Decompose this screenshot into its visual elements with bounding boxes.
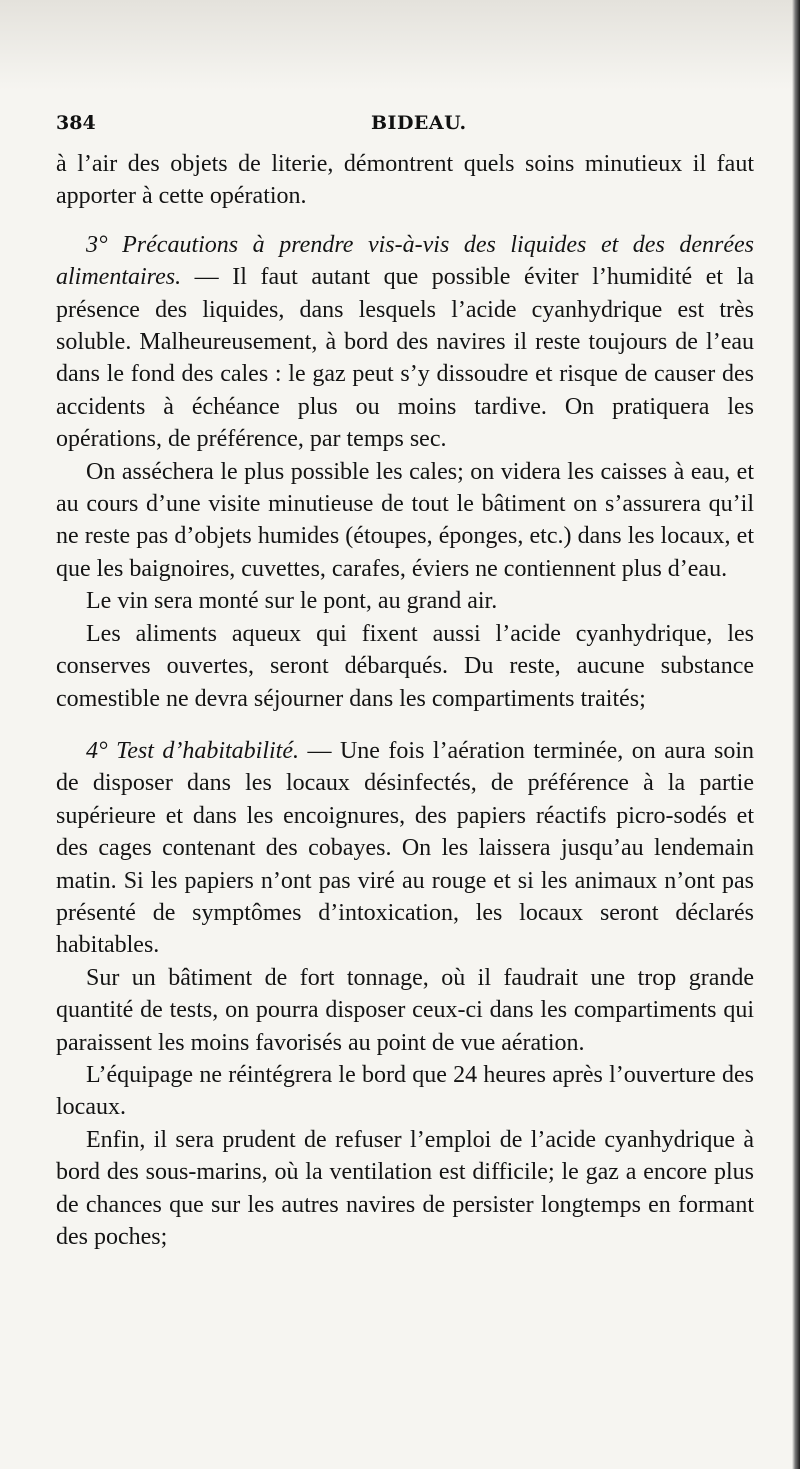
paragraph-submarines: Enfin, il sera prudent de refuser l’emploi de l’acide cyanhydrique à bord des sous-marins, où la ventilation est difficile; le gaz a encore plus de chances que sur les autres navires de persister longtemps en formant des poches; xyxy=(56,1126,754,1250)
page-top-shading xyxy=(0,0,800,90)
section-4-heading: 4° Test d’habitabilité. xyxy=(86,737,300,764)
page-header xyxy=(56,112,752,142)
paragraph-section-4 xyxy=(56,735,754,962)
section-3-text: — Il faut autant que possible éviter l’humidité et la présence des liquides, dans lesquels l’acide cyanhydrique est très soluble. Malheureusement, à bord des navires il reste toujours de l’eau dans le fond des cales : le gaz peut s’y dissoudre et risque de causer des accidents à échéance plus ou moins tardive. On pratiquera les opérations, de préférence, par temps sec. xyxy=(56,264,754,453)
paragraph-tonnage: Sur un bâtiment de fort tonnage, où il faudrait une trop grande quantité de tests, on pourra disposer ceux-ci dans les compartiments qui paraissent les moins favorisés au point de vue aération. xyxy=(56,964,754,1056)
paragraph-wine: Le vin sera monté sur le pont, au grand air. xyxy=(86,588,498,615)
section-3-heading: 3° Précautions à prendre vis-à-vis des liquides et des denrées alimentaires. xyxy=(56,231,754,291)
paragraph-crew: L’équipage ne réintégrera le bord que 24 heures après l’ouverture des locaux. xyxy=(56,1061,754,1121)
paragraph-food: Les aliments aqueux qui fixent aussi l’acide cyanhydrique, les conserves ouvertes, seront débarqués. Du reste, aucune substance comestible ne devra séjourner dans les compartiments traités; xyxy=(56,620,754,712)
page-number: 384 xyxy=(56,112,96,134)
paragraph-continuation: à l’air des objets de literie, démontrent quels soins minutieux il faut apporter à cette opération. xyxy=(56,151,754,210)
running-head: BIDEAU. xyxy=(371,112,467,134)
body-text xyxy=(56,148,754,1253)
paragraph-section-3 xyxy=(56,229,754,456)
section-4-text: — Une fois l’aération terminée, on aura soin de disposer dans les locaux désinfectés, de préférence à la partie supérieure et dans les encoignures, des papiers réactifs picro-sodés et des cages contenant des cobayes. On les laissera jusqu’au lendemain matin. Si les papiers n’ont pas viré au rouge et si les animaux n’ont pas présenté de symptômes d’intoxication, les locaux seront déclarés habitables. xyxy=(56,737,755,959)
paragraph-drying: On asséchera le plus possible les cales; on videra les caisses à eau, et au cours d’une visite minutieuse de tout le bâtiment on s’assurera qu’il ne reste pas d’objets humides (étoupes, éponges, etc.) dans les locaux, et que les baignoires, cuvettes, carafes, éviers ne contiennent plus d’eau. xyxy=(56,458,754,582)
page-edge-shadow xyxy=(792,0,800,1469)
